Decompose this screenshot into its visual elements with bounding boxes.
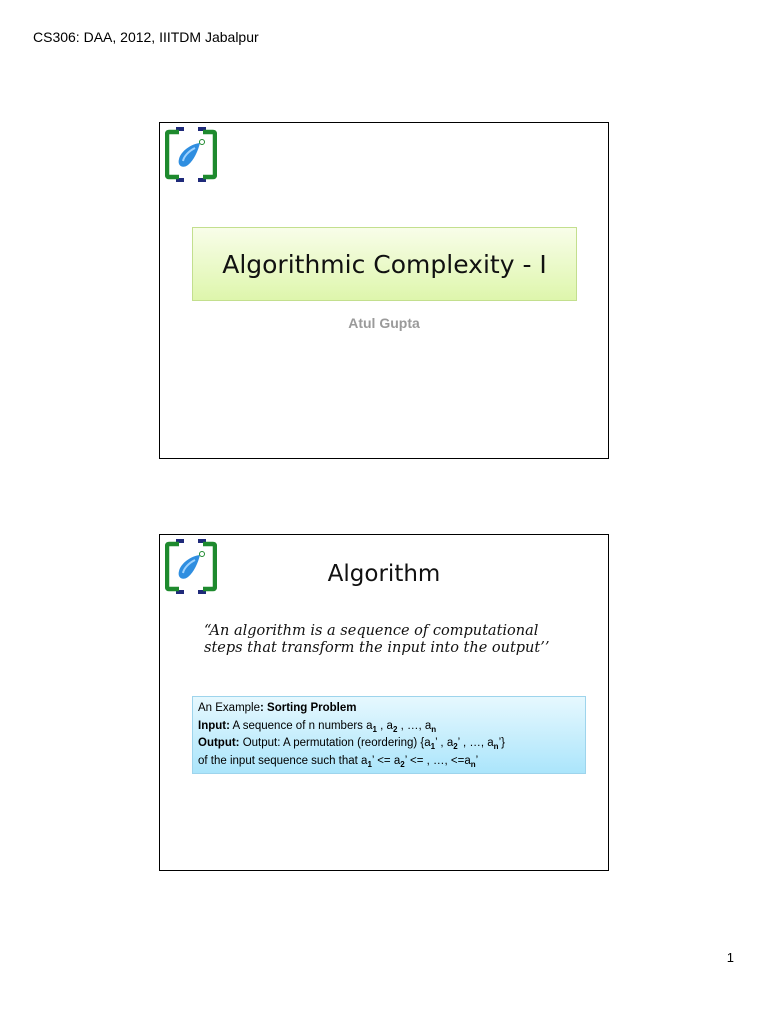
subscript: 1 <box>372 724 377 734</box>
title-box <box>192 227 577 301</box>
condition-sep: ’ <= , …, <=a <box>404 754 471 767</box>
slide-1 <box>159 122 609 459</box>
condition-text: of the input sequence such that a <box>198 754 368 767</box>
input-text: A sequence of n numbers a <box>229 719 373 732</box>
example-problem: Sorting Problem <box>267 702 357 714</box>
author-name: Atul Gupta <box>348 315 420 331</box>
input-sep: , …, a <box>397 719 432 732</box>
example-heading-line <box>198 700 580 718</box>
slide-title: Algorithmic Complexity - I <box>222 249 547 279</box>
condition-line <box>198 753 580 771</box>
condition-end: ’ <box>475 754 479 767</box>
output-label: Output: <box>198 737 240 749</box>
output-end: ’} <box>498 737 505 749</box>
condition-sep: ’ <= a <box>371 754 401 767</box>
example-box <box>192 696 586 774</box>
example-prefix: An Example <box>198 702 261 714</box>
slide-title: Algorithm <box>327 561 441 587</box>
input-sep: , a <box>376 719 393 732</box>
output-sep: ’ , …, a <box>457 737 494 749</box>
iiitdm-logo-icon <box>165 127 217 182</box>
document-header: CS306: DAA, 2012, IIITDM Jabalpur <box>33 29 259 45</box>
input-label: Input: <box>198 719 230 732</box>
output-line <box>198 735 580 753</box>
output-text: Output: A permutation (reordering) {a <box>239 737 431 749</box>
subscript: 1 <box>367 759 372 769</box>
subscript: 2 <box>400 759 405 769</box>
subscript: 2 <box>392 724 398 734</box>
output-sep: ’ , a <box>435 737 454 749</box>
input-line <box>198 718 580 736</box>
page-number: 1 <box>726 950 734 965</box>
subscript: n <box>493 742 499 751</box>
subscript: 2 <box>453 742 458 751</box>
subscript: n <box>431 724 437 734</box>
definition-quote: “An algorithm is a sequence of computational steps that transform the input into the output’’ <box>204 623 550 656</box>
slide-2 <box>159 534 609 871</box>
example-colon: : <box>260 702 268 714</box>
subscript: n <box>470 759 476 769</box>
subscript: 1 <box>430 742 436 751</box>
